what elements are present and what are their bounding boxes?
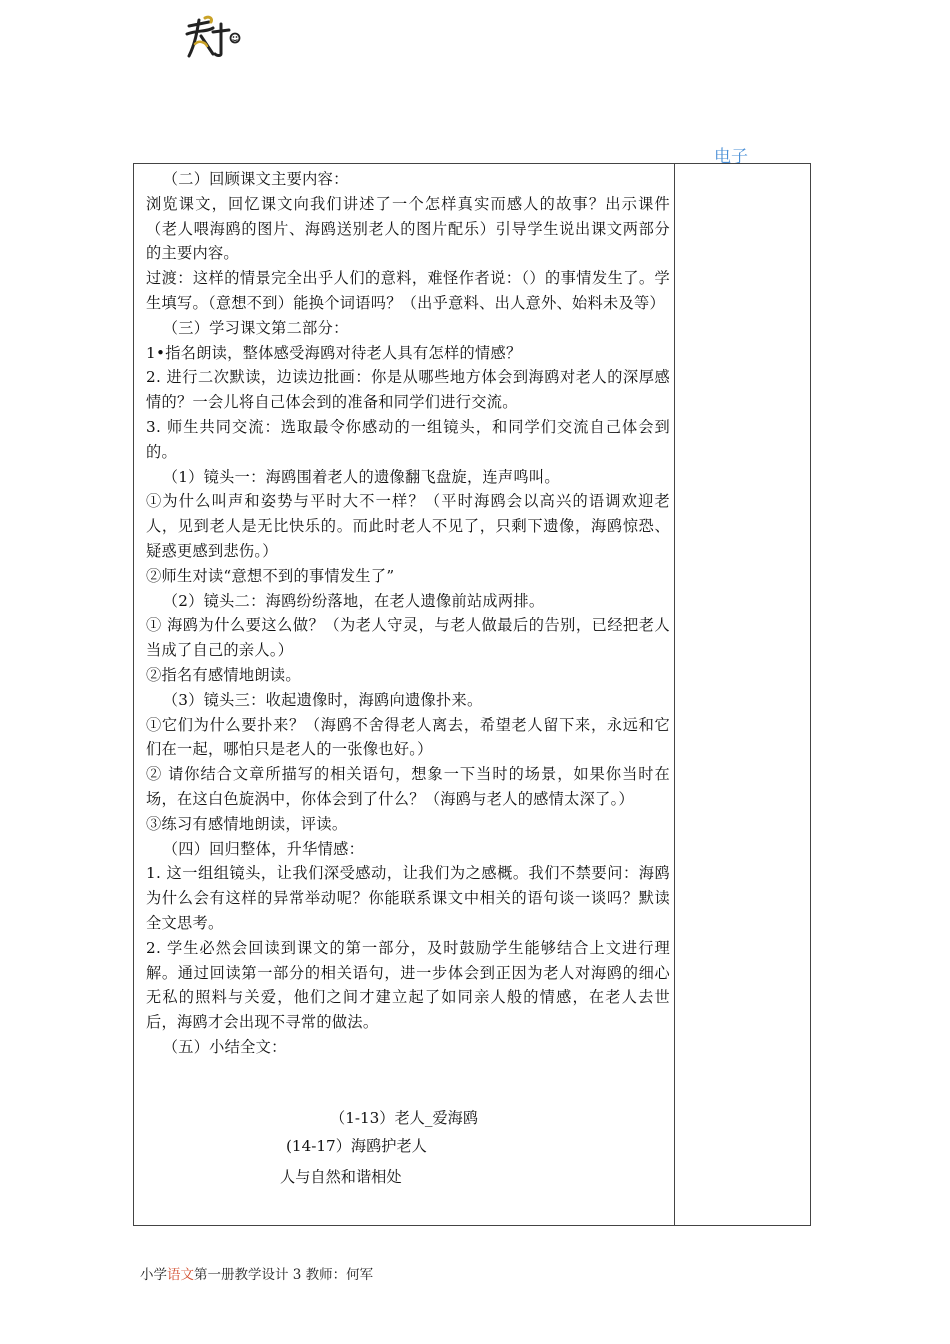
paragraph: ②师生对读“意想不到的事情发生了” — [146, 566, 395, 585]
lesson-content — [146, 167, 670, 1060]
footer-suffix: 第一册教学设计 3 教师：何军 — [194, 1267, 374, 1283]
section-heading: （五）小结全文： — [162, 1037, 287, 1056]
outline-line: 人与自然和谐相处 — [280, 1168, 402, 1186]
paragraph: ①为什么叫声和姿势与平时大不一样？（平时海鸥会以高兴的语调欢迎老人，见到老人是无比快乐的。而此时老人不见了，只剩下遗像，海鸥惊恐、疑惑更感到悲伤。） — [146, 492, 670, 560]
paragraph: 2. 进行二次默读，边读边批画：你是从哪些地方体会到海鸥对老人的深厚感情的？一会儿将自己体会到的准备和同学们进行交流。 — [146, 368, 670, 412]
paragraph: ① 海鸥为什么要这么做？（为老人守灵，与老人做最后的告别，已经把老人当成了自己的亲人。） — [146, 616, 670, 660]
outline-line: (14-17）海鸥护老人 — [286, 1137, 427, 1155]
corner-label: 电子 — [714, 147, 748, 167]
footer-prefix: 小学 — [140, 1267, 167, 1283]
column-divider — [674, 164, 675, 1225]
calligraphy-logo-icon — [183, 14, 247, 58]
shot-heading: （3）镜头三：收起遗像时，海鸥向遗像扑来。 — [162, 690, 483, 709]
paragraph: 过渡：这样的情景完全出乎人们的意料，难怪作者说：（）的事情发生了。学生填写。（意想不到）能换个词语吗？（出乎意料、出人意外、始料未及等） — [146, 269, 670, 312]
paragraph: ③练习有感情地朗读，评读。 — [146, 814, 348, 833]
shot-heading: （1）镜头一：海鸥围着老人的遗像翻飞盘旋，连声鸣叫。 — [162, 467, 560, 486]
paragraph: ② 请你结合文章所描写的相关语句，想象一下当时的场景，如果你当时在场，在这白色旋涡中，你体会到了什么？（海鸥与老人的感情太深了。） — [146, 765, 670, 808]
paragraph: 1. 这一组组镜头，让我们深受感动，让我们为之感概。我们不禁要问：海鸥为什么会有这样的异常举动呢？你能联系课文中相关的语句谈一谈吗？默读全文思考。 — [146, 864, 670, 932]
section-heading: （三）学习课文第二部分： — [162, 318, 349, 337]
page-footer — [140, 1263, 373, 1283]
shot-heading: （2）镜头二：海鸥纷纷落地，在老人遗像前站成两排。 — [162, 591, 545, 610]
paragraph: 3. 师生共同交流：选取最令你感动的一组镜头，和同学们交流自己体会到的。 — [146, 417, 670, 461]
lesson-table — [133, 163, 811, 1226]
paragraph: 浏览课文，回忆课文向我们讲述了一个怎样真实而感人的故事？出示课件（老人喂海鸥的图片、海鸥送别老人的图片配乐）引导学生说出课文两部分的主要内容。 — [146, 194, 670, 263]
paragraph: 2. 学生必然会回读到课文的第一部分，及时鼓励学生能够结合上文进行理解。通过回读第一部分的相关语句，进一步体会到正因为老人对海鸥的细心无私的照料与关爱，他们之间才建立起了如同亲人般的情感，在老人去世后，海鸥才会出现不寻常的做法。 — [146, 938, 670, 1032]
section-heading: （二）回顾课文主要内容： — [162, 170, 349, 188]
paragraph: ②指名有感情地朗读。 — [146, 665, 301, 684]
paragraph: ①它们为什么要扑来？（海鸥不舍得老人离去，希望老人留下来，永远和它们在一起，哪怕只是老人的一张像也好。） — [146, 715, 670, 759]
paragraph: 1•指名朗读，整体感受海鸥对待老人具有怎样的情感？ — [146, 343, 522, 362]
footer-highlight: 语文 — [167, 1267, 194, 1283]
outline-line: （1-13）老人_爱海鸥 — [330, 1109, 479, 1127]
section-heading: （四）回归整体，升华情感： — [162, 839, 365, 858]
